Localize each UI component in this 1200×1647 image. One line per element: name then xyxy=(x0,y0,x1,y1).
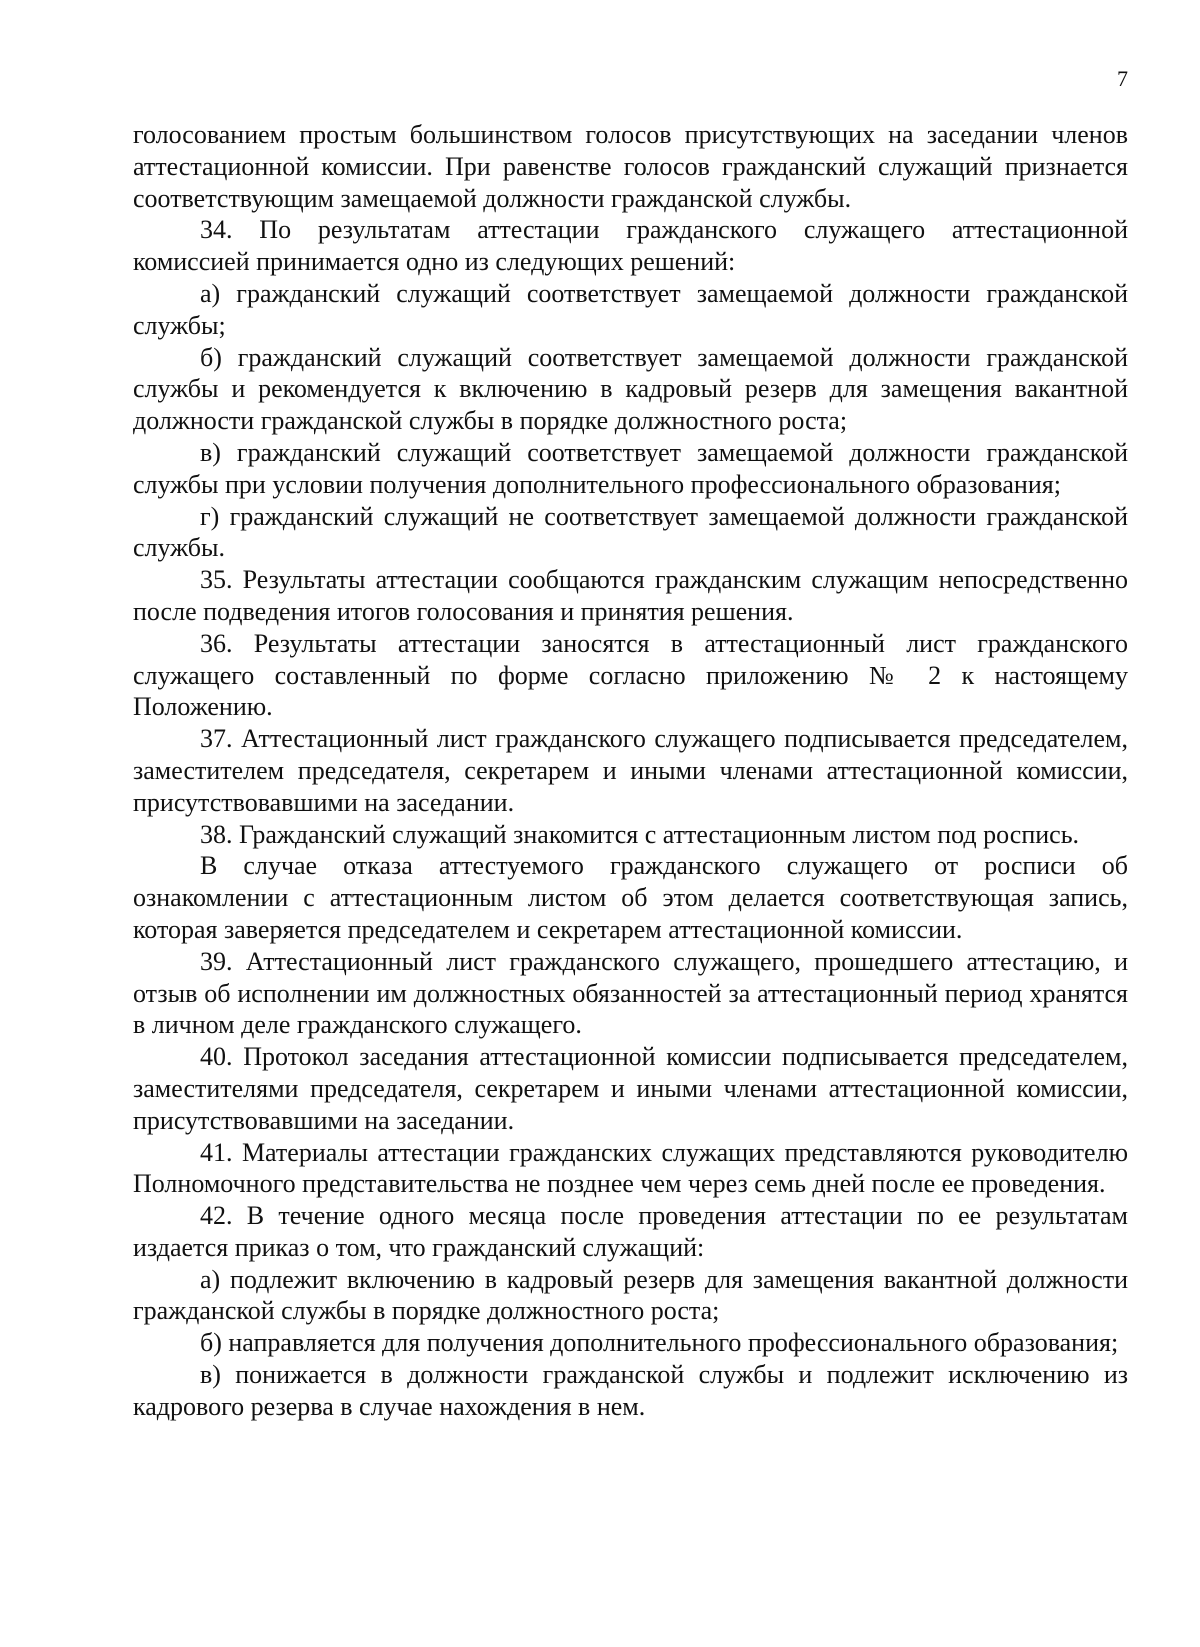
paragraph-38-refusal: В случае отказа аттестуемого гражданского служащего от росписи об ознакомлении с аттестационным листом об этом делается соответствующая запись, которая заверяется председателем и секретарем аттестационной комиссии. xyxy=(133,851,1128,944)
paragraph-39: 39. Аттестационный лист гражданского служащего, прошедшего аттестацию, и отзыв об исполнении им должностных обязанностей за аттестационный период хранятся в личном деле гражданского служащего. xyxy=(133,946,1128,1040)
paragraph-36: 36. Результаты аттестации заносятся в аттестационный лист гражданского служащего составленный по форме согласно приложению № 2 к настоящему Положению. xyxy=(133,628,1128,722)
paragraph-41: 41. Материалы аттестации гражданских служащих представляются руководителю Полномочного представительства не позднее чем через семь дней после ее проведения. xyxy=(133,1137,1128,1199)
paragraph-40: 40. Протокол заседания аттестационной комиссии подписывается председателем, заместителями председателя, секретарем и иными членами аттестационной комиссии, присутствовавшими на заседании. xyxy=(133,1042,1128,1135)
paragraph-42-v: в) понижается в должности гражданской службы и подлежит исключению из кадрового резерва в случае нахождения в нем. xyxy=(133,1360,1128,1421)
paragraph-34-b: б) гражданский служащий соответствует замещаемой должности гражданской службы и рекомендуется к включению в кадровый резерв для замещения вакантной должности гражданской службы в порядке должностного роста; xyxy=(133,342,1128,436)
paragraph-42-b: б) направляется для получения дополнительного профессионального образования; xyxy=(200,1328,1119,1358)
paragraph-34-v: в) гражданский служащий соответствует замещаемой должности гражданской службы при условии получения дополнительного профессионального образования; xyxy=(133,437,1128,499)
paragraph-continuation: голосованием простым большинством голосов присутствующих на заседании членов аттестационной комиссии. При равенстве голосов гражданский служащий признается соответствующим замещаемой должности гражданской службы. xyxy=(133,120,1128,213)
paragraph-34-a: а) гражданский служащий соответствует замещаемой должности гражданской службы; xyxy=(133,278,1128,340)
paragraph-42: 42. В течение одного месяца после проведения аттестации по ее результатам издается приказ о том, что гражданский служащий: xyxy=(133,1201,1128,1262)
paragraph-38: 38. Гражданский служащий знакомится с аттестационным листом под роспись. xyxy=(200,819,1080,849)
page-number: 7 xyxy=(1117,66,1128,91)
document-body xyxy=(133,119,1128,1423)
paragraph-34-g: г) гражданский служащий не соответствует замещаемой должности гражданской службы. xyxy=(133,501,1128,563)
paragraph-42-a: а) подлежит включению в кадровый резерв для замещения вакантной должности гражданской службы в порядке должностного роста; xyxy=(133,1264,1128,1326)
paragraph-37: 37. Аттестационный лист гражданского служащего подписывается председателем, заместителем председателя, секретарем и иными членами аттестационной комиссии, присутствовавшими на заседании. xyxy=(133,724,1128,817)
paragraph-34: 34. По результатам аттестации гражданского служащего аттестационной комиссией принимается одно из следующих решений: xyxy=(133,215,1128,277)
paragraph-35: 35. Результаты аттестации сообщаются гражданским служащим непосредственно после подведения итогов голосования и принятия решения. xyxy=(133,565,1128,626)
